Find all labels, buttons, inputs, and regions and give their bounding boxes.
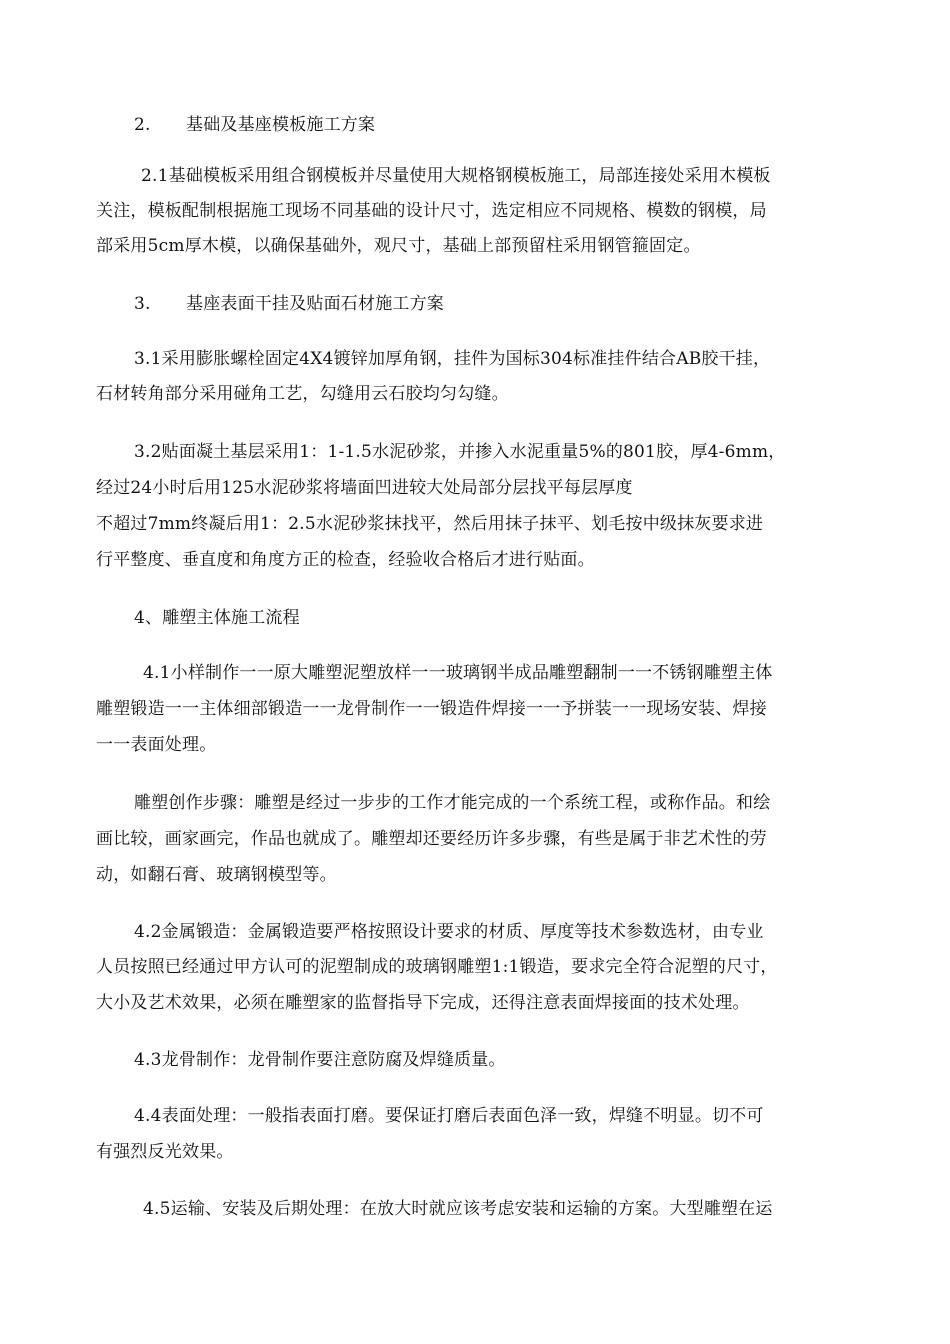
section-3-number: 3.: [134, 294, 151, 314]
paragraph-3-1-line-1: 3.1采用膨胀螺栓固定4X4镀锌加厚角钢，挂件为国标304标准挂件结合AB胶干挂，: [134, 349, 771, 369]
paragraph-2-1-line-3: 部采用5cm厚木模，以确保基础外，观尺寸，基础上部预留柱采用钢管箍固定。: [96, 236, 701, 256]
paragraph-4-1-line-3: 一一表面处理。: [96, 735, 217, 755]
paragraph-creation-line-3: 动，如翻石膏、玻璃钢模型等。: [96, 865, 337, 885]
paragraph-4-2-line-1: 4.2金属锻造：金属锻造要严格按照设计要求的材质、厚度等技术参数选材，由专业: [134, 922, 764, 942]
paragraph-2-1-line-1: 2.1基础模板采用组合钢模板并尽量使用大规格钢模板施工，局部连接处采用木模板: [141, 166, 771, 186]
paragraph-3-2-line-1: 3.2贴面凝土基层采用1：1-1.5水泥砂浆，并掺入水泥重量5%的801胶，厚4-6mm，: [134, 442, 786, 462]
paragraph-4-4-line-2: 有强烈反光效果。: [96, 1142, 234, 1162]
paragraph-4-4-line-1: 4.4表面处理：一般指表面打磨。要保证打磨后表面色泽一致，焊缝不明显。切不可: [134, 1106, 764, 1126]
paragraph-creation-line-2: 画比较，画家画完，作品也就成了。雕塑却还要经历许多步骤，有些是属于非艺术性的劳: [96, 829, 767, 849]
paragraph-2-1-line-2: 关注，模板配制根据施工现场不同基础的设计尺寸，选定相应不同规格、模数的钢模，局: [96, 201, 767, 221]
section-2-heading: [134, 114, 375, 136]
paragraph-4-3-line-1: 4.3龙骨制作：龙骨制作要注意防腐及焊缝质量。: [134, 1050, 506, 1070]
section-2-number: 2.: [134, 115, 151, 135]
paragraph-3-2-line-4: 行平整度、垂直度和角度方正的检查，经验收合格后才进行贴面。: [96, 550, 595, 570]
section-3-heading: [134, 293, 444, 315]
paragraph-creation-line-1: 雕塑创作步骤：雕塑是经过一步步的工作才能完成的一个系统工程，或称作品。和绘: [134, 793, 771, 813]
paragraph-3-2-line-3: 不超过7mm终凝后用1：2.5水泥砂浆抹找平，然后用抹子抹平、划毛按中级抹灰要求进: [96, 514, 764, 534]
paragraph-3-2-line-2: 经过24小时后用125水泥砂浆将墙面凹进较大处局部分层找平每层厚度: [96, 478, 633, 498]
paragraph-4-5-line-1: 4.5运输、安装及后期处理：在放大时就应该考虑安装和运输的方案。大型雕塑在运: [143, 1199, 773, 1219]
paragraph-4-2-line-3: 大小及艺术效果，必须在雕塑家的监督指导下完成，还得注意表面焊接面的技术处理。: [96, 993, 750, 1013]
section-3-title: 基座表面干挂及贴面石材施工方案: [186, 294, 444, 314]
section-2-title: 基础及基座模板施工方案: [186, 115, 376, 135]
paragraph-4-1-line-2: 雕塑锻造一一主体细部锻造一一龙骨制作一一锻造件焊接一一予拼装一一现场安装、焊接: [96, 699, 767, 719]
paragraph-3-1-line-2: 石材转角部分采用碰角工艺，勾缝用云石胶均匀勾缝。: [96, 384, 509, 404]
section-4-heading: 4、雕塑主体施工流程: [134, 608, 300, 628]
paragraph-4-1-line-1: 4.1小样制作一一原大雕塑泥塑放样一一玻璃钢半成品雕塑翻制一一不锈钢雕塑主体: [143, 663, 773, 683]
paragraph-4-2-line-2: 人员按照已经通过甲方认可的泥塑制成的玻璃钢雕塑1:1锻造，要求完全符合泥塑的尺寸，: [96, 957, 778, 977]
